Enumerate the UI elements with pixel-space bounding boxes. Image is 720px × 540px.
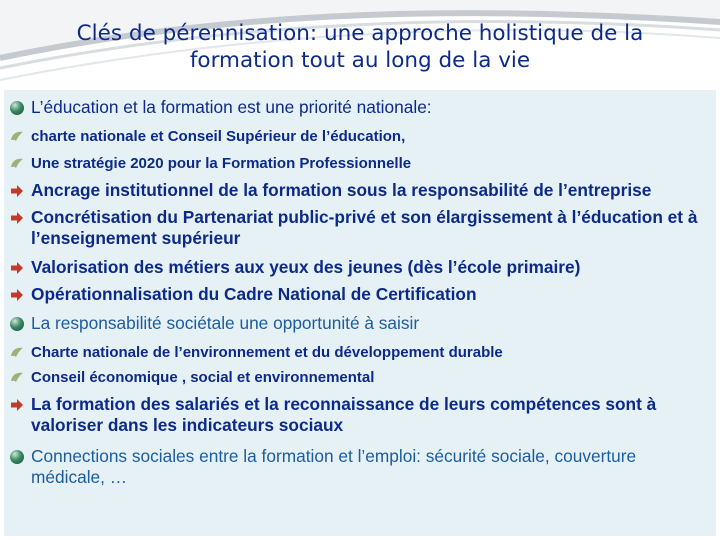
leaf-bullet-icon [10, 156, 24, 170]
bullet-text: L’éducation et la formation est une priorité nationale: [31, 97, 432, 117]
bullet-item [10, 313, 710, 334]
bullet-text: Concrétisation du Partenariat public-privé et son élargissement à l’éducation et à l’enseignement supérieur [31, 207, 698, 248]
arrow-bullet-icon [10, 288, 24, 302]
bullet-item [10, 97, 710, 118]
bullet-text: La responsabilité sociétale une opportunité à saisir [31, 313, 420, 333]
bullet-text: Conseil économique , social et environnemental [31, 369, 375, 386]
bullet-text: charte nationale et Conseil Supérieur de l’éducation, [31, 128, 406, 145]
bullet-item [10, 394, 710, 436]
bullet-text: Valorisation des métiers aux yeux des jeunes (dès l’école primaire) [31, 257, 581, 277]
arrow-bullet-icon [10, 398, 24, 412]
arrow-bullet-icon [10, 261, 24, 275]
bullet-text: Charte nationale de l’environnement et du développement durable [31, 344, 503, 361]
ball-bullet-icon [10, 101, 24, 115]
bullet-text: La formation des salariés et la reconnaissance de leurs compétences sont à valoriser dans les indicateurs sociaux [31, 394, 657, 435]
bullet-text: Connections sociales entre la formation et l’emploi: sécurité sociale, couverture médicale, … [31, 446, 637, 487]
arrow-bullet-icon [10, 211, 24, 225]
leaf-bullet-icon [10, 370, 24, 384]
bullet-item [10, 342, 710, 363]
slide-title: Clés de pérennisation: une approche holistique de la formation tout au long de la vie [76, 21, 644, 73]
bullet-item [10, 284, 710, 305]
arrow-bullet-icon [10, 184, 24, 198]
bullet-item [10, 153, 710, 174]
ball-bullet-icon [10, 317, 24, 331]
bullet-item [10, 180, 710, 201]
bullet-item [10, 257, 710, 278]
ball-bullet-icon [10, 450, 24, 464]
bullet-text: Ancrage institutionnel de la formation sous la responsabilité de l’entreprise [31, 180, 652, 200]
bullet-text: Une stratégie 2020 pour la Formation Professionnelle [31, 155, 412, 172]
leaf-bullet-icon [10, 129, 24, 143]
bullet-item [10, 367, 710, 388]
bullet-text: Opérationnalisation du Cadre National de Certification [31, 284, 477, 304]
bullet-item [10, 207, 710, 249]
leaf-bullet-icon [10, 345, 24, 359]
bullet-item [10, 446, 710, 488]
bullet-item [10, 126, 710, 147]
